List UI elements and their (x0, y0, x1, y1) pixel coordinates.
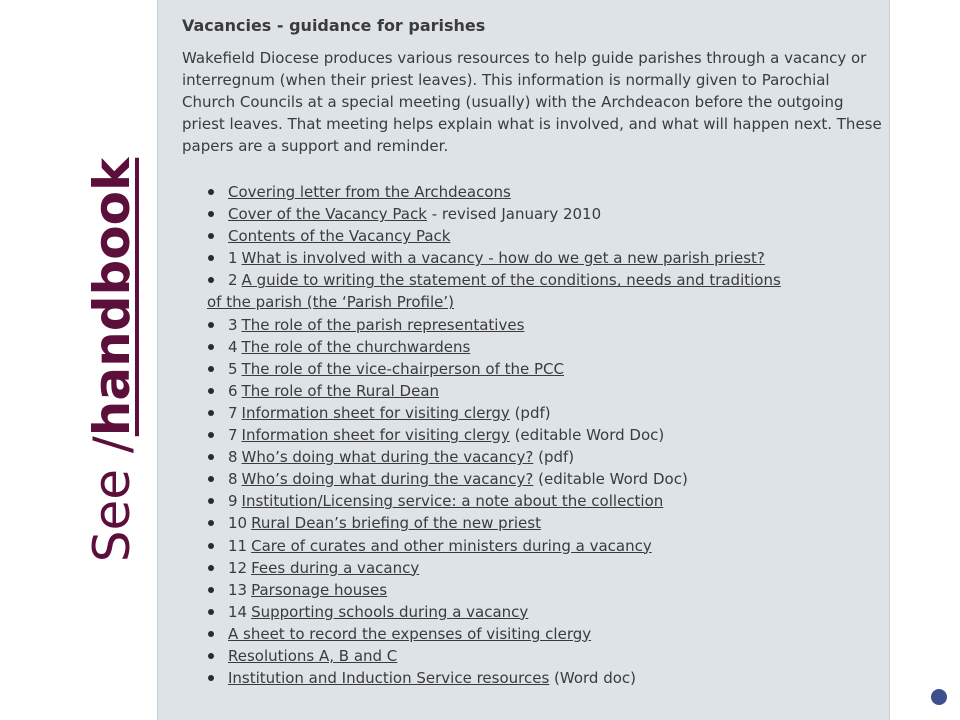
resource-link[interactable]: Institution/Licensing service: a note about the collection (241, 492, 664, 511)
resource-list-item (228, 446, 868, 468)
item-number: 2 (228, 271, 238, 290)
side-caption (83, 157, 141, 563)
resource-link[interactable]: A sheet to record the expenses of visiting clergy (228, 624, 592, 643)
resource-link[interactable]: Rural Dean’s briefing of the new priest (251, 514, 541, 533)
resource-list-item (228, 490, 868, 512)
resource-list-item (207, 269, 868, 313)
resource-list-item (228, 579, 868, 601)
item-number: 6 (228, 381, 238, 400)
resource-list (207, 181, 868, 689)
resource-link[interactable]: Covering letter from the Archdeacons (228, 183, 511, 201)
item-number: 13 (228, 580, 248, 599)
webpage-screenshot-panel (157, 0, 890, 720)
resource-list-item (228, 645, 868, 667)
intro-paragraph: Wakefield Diocese produces various resources to help guide parishes through a vacancy or interregnum (when their priest leaves). This information is normally given to Parochial Church Councils at a special meeting (usually) with the Archdeacon before the outgoing priest leaves. That meeting helps explain what is involved, and what will happen next. These papers are a support and reminder. (182, 49, 882, 155)
resource-list-item (228, 557, 868, 579)
item-format-note: (Word doc) (549, 669, 637, 688)
resource-link[interactable]: Resolutions A, B and C (228, 646, 398, 665)
resource-link[interactable]: Parsonage houses (251, 580, 388, 599)
item-number: 10 (228, 514, 248, 533)
resource-list-item (228, 402, 868, 424)
resource-link[interactable]: The role of the Rural Dean (241, 381, 440, 400)
resource-list-item (228, 358, 868, 380)
resource-link[interactable]: The role of the vice-chairperson of the PCC (241, 359, 565, 378)
resource-list-item (228, 247, 868, 269)
item-format-note: - revised January 2010 (426, 205, 602, 224)
resource-link[interactable]: Institution and Induction Service resources (228, 669, 550, 688)
resource-list-item (228, 667, 868, 689)
item-number: 1 (228, 249, 238, 268)
resource-list-item (228, 181, 868, 203)
resource-link[interactable]: Information sheet for visiting clergy (241, 426, 510, 445)
item-format-note: (editable Word Doc) (509, 426, 665, 445)
item-number: 7 (228, 403, 238, 422)
resource-link[interactable]: What is involved with a vacancy - how do we get a new parish priest? (241, 249, 765, 268)
resource-link[interactable]: Supporting schools during a vacancy (251, 602, 529, 621)
resource-link[interactable]: Care of curates and other ministers during a vacancy (251, 536, 652, 555)
item-number: 8 (228, 448, 238, 467)
resource-list-item (228, 314, 868, 336)
item-format-note: (editable Word Doc) (533, 470, 688, 489)
resource-list-item (228, 336, 868, 358)
resource-list-item (228, 512, 868, 534)
resource-list-item (228, 424, 868, 446)
item-format-note: (pdf) (509, 403, 551, 422)
resource-list-item (228, 623, 868, 645)
item-number: 5 (228, 359, 238, 378)
resource-link[interactable]: Cover of the Vacancy Pack (228, 205, 427, 224)
resource-link[interactable]: A guide to writing the statement of the conditions, needs and traditions (241, 271, 781, 290)
item-number: 9 (228, 492, 238, 511)
resource-link-continuation[interactable]: of the parish (the ‘Parish Profile’) (207, 293, 455, 312)
resource-list-item (228, 535, 868, 557)
resource-link[interactable]: The role of the churchwardens (241, 337, 471, 356)
item-number: 3 (228, 315, 238, 334)
resource-link[interactable]: Contents of the Vacancy Pack (228, 227, 451, 246)
resource-link[interactable]: Fees during a vacancy (251, 558, 420, 577)
item-number: 12 (228, 558, 248, 577)
resource-link[interactable]: Who’s doing what during the vacancy? (241, 448, 534, 467)
item-number: 4 (228, 337, 238, 356)
resource-link[interactable]: Information sheet for visiting clergy (241, 403, 510, 422)
item-number: 11 (228, 536, 248, 555)
resource-list-item (228, 203, 868, 225)
side-caption-prefix: See / (83, 436, 141, 563)
resource-list-item (228, 601, 868, 623)
resource-list-item (228, 468, 868, 490)
item-format-note: (pdf) (533, 448, 575, 467)
item-number: 8 (228, 470, 238, 489)
item-number: 14 (228, 602, 248, 621)
resource-link[interactable]: Who’s doing what during the vacancy? (241, 470, 534, 489)
handbook-link[interactable]: handbook (83, 157, 141, 437)
resource-list-item (228, 225, 868, 247)
item-number: 7 (228, 426, 238, 445)
resource-link[interactable]: The role of the parish representatives (241, 315, 525, 334)
resource-list-item (228, 380, 868, 402)
slide-nav-dot[interactable] (931, 689, 947, 705)
page-heading: Vacancies - guidance for parishes (182, 16, 486, 35)
